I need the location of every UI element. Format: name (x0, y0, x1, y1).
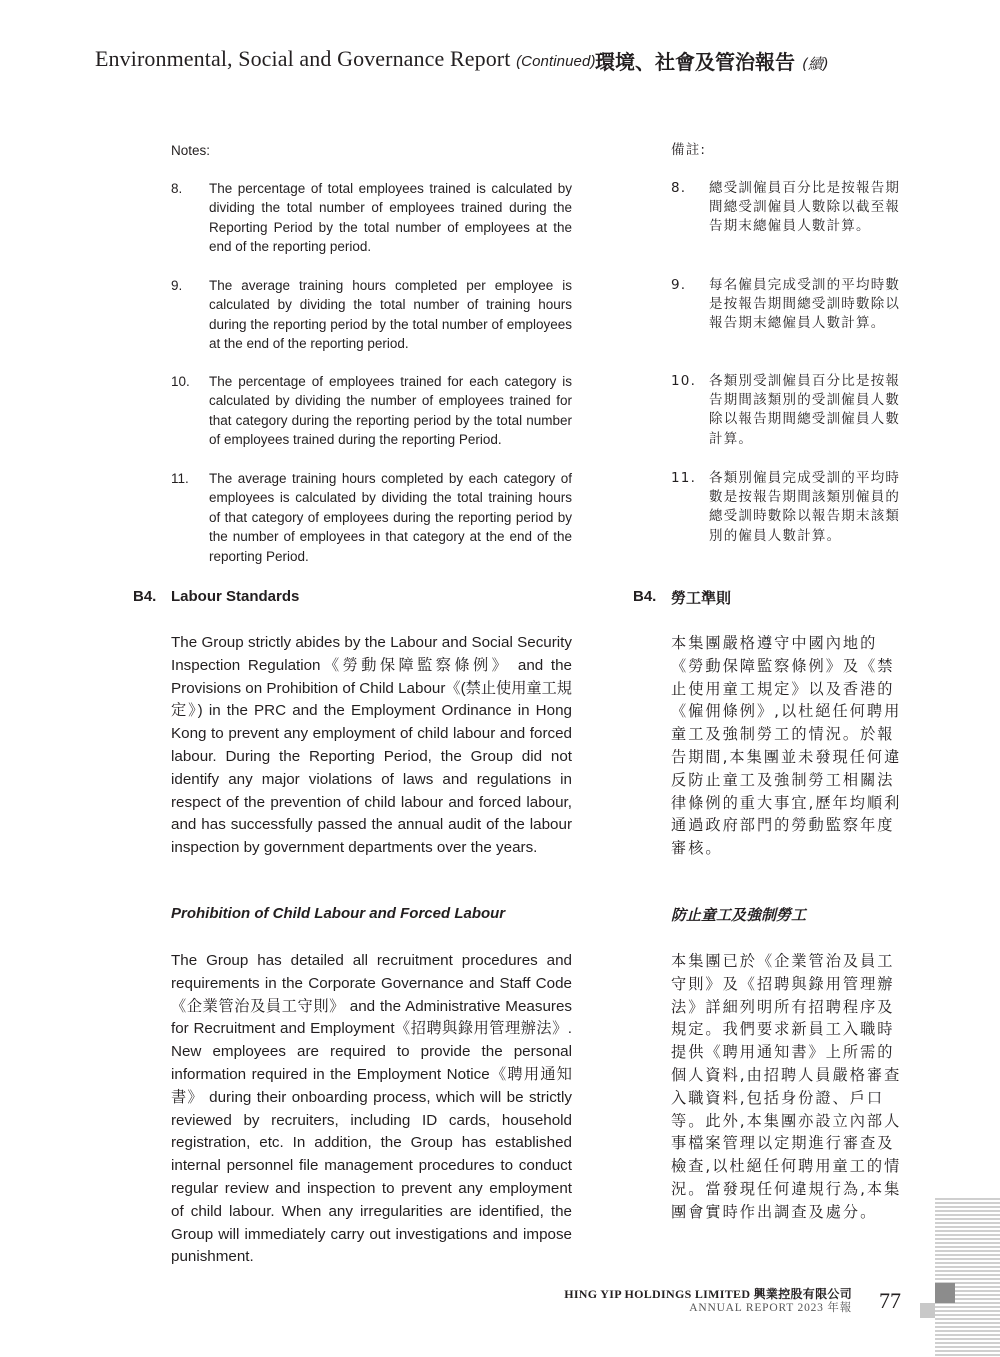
section-title-en: Labour Standards (171, 588, 300, 605)
section-title-cn: 勞工準則 (671, 589, 732, 607)
note-number: 8. (171, 181, 183, 196)
note-number: 10. (171, 374, 190, 389)
section-number-en: B4. (133, 588, 157, 605)
note-number: 9. (171, 278, 183, 293)
note-text-cn: 總受訓僱員百分比是按報告期間總受訓僱員人數除以截至報告期末總僱員人數計算。 (709, 180, 901, 235)
note-number: 11. (171, 471, 189, 486)
notes-heading-cn: 備註: (671, 142, 707, 158)
section-paragraph-en: The Group strictly abides by the Labour and Social Security Inspection Regulation《勞動保障監察條例》 and the Provisions on Prohibition of Child Labour《(禁止使用童工規定》) in the PRC and the Employment Ordinance in Hong Kong to prevent any employment of child labour and forced labour. During the Reporting Period, the Group did not identify any major violations of laws and regulations in respect of the prevention of child labour and forced labour, and has successfully passed the annual audit of the labour inspection by government departments over the years. (171, 634, 572, 857)
note-number-cn: 9. (671, 277, 687, 293)
note-text-cn: 各類別僱員完成受訓的平均時數是按報告期間該類別僱員的總受訓時數除以報告期末該類別的僱員人數計算。 (709, 470, 901, 544)
report-header-en (95, 46, 596, 72)
page-number: 77 (879, 1288, 901, 1313)
header-title-en: Environmental, Social and Governance Report (95, 46, 511, 71)
note-text-en: The percentage of employees trained for each category is calculated by dividing the number of employees trained for that category during the reporting period by the total number of employees trained during the reporting Period. (209, 374, 572, 448)
note-text-cn: 各類別受訓僱員百分比是按報告期間該類別的受訓僱員人數除以報告期間總受訓僱員人數計算。 (709, 373, 901, 447)
subsection-paragraph-en: The Group has detailed all recruitment procedures and requirements in the Corporate Governance and Staff Code《企業管治及員工守則》 and the Administrative Measures for Recruitment and Employment《招聘與錄用管理辦法》. New employees are required to provide the personal information required in the Employment Notice《聘用通知書》 during their onboarding process, which will be strictly reviewed by recruiters, including ID cards, household registration, etc. In addition, the Group has established internal personnel file management procedures to conduct regular review and inspection to prevent any employment of child labour. When any irregularities are identified, the Group will immediately carry out investigations and impose punishment. (171, 952, 572, 1266)
note-number-cn: 11. (671, 470, 697, 486)
header-title-cn: 環境、社會及管治報告 (595, 50, 795, 74)
footer-report: ANNUAL REPORT 2023 年報 (689, 1302, 852, 1314)
decorative-square-light (920, 1303, 935, 1318)
note-text-en: The percentage of total employees trained is calculated by dividing the total number of employees trained during the Reporting Period by the total number of employees at the end of the reporting period. (209, 181, 572, 255)
subsection-paragraph-cn: 本集團已於《企業管治及員工守則》及《招聘與錄用管理辦法》詳細列明所有招聘程序及規定。我們要求新員工入職時提供《聘用通知書》上所需的個人資料,由招聘人員嚴格審查入職資料,包括身份證、戶口等。此外,本集團亦設立內部人事檔案管理以定期進行審查及檢查,以杜絕任何聘用童工的情況。當發現任何違規行為,本集團會實時作出調查及處分。 (671, 952, 902, 1221)
report-header-cn (595, 46, 829, 75)
decorative-stripes (935, 1198, 1000, 1357)
subsection-title-cn: 防止童工及強制勞工 (671, 906, 807, 924)
note-text-en: The average training hours completed per employee is calculated by dividing the total number of training hours during the reporting period by the total number of employees at the end of the reporting period. (209, 278, 572, 352)
footer-company: HING YIP HOLDINGS LIMITED 興業控股有限公司 (564, 1287, 852, 1301)
notes-heading-en: Notes: (171, 143, 211, 158)
decorative-square-dark (935, 1283, 955, 1303)
subsection-title-en: Prohibition of Child Labour and Forced Labour (171, 905, 506, 922)
note-number-cn: 8. (671, 180, 687, 196)
note-text-cn: 每名僱員完成受訓的平均時數是按報告期間總受訓時數除以報告期末總僱員人數計算。 (709, 277, 901, 332)
header-continued-en: (Continued) (516, 53, 596, 70)
note-text-en: The average training hours completed by each category of employees is calculated by dividing the total training hours of that category of employees during the reporting period by the number of employees in that category at the end of the reporting Period. (209, 471, 572, 564)
note-number-cn: 10. (671, 373, 697, 389)
section-paragraph-cn: 本集團嚴格遵守中國內地的《勞動保障監察條例》及《禁止使用童工規定》以及香港的《僱佣條例》,以杜絕任何聘用童工及強制勞工的情況。於報告期間,本集團並未發現任何違反防止童工及強制勞工相關法律條例的重大事宜,歷年均順利通過政府部門的勞動監察年度審核。 (671, 634, 902, 858)
section-number-cn: B4. (633, 588, 657, 605)
header-continued-cn: (續) (801, 55, 829, 73)
